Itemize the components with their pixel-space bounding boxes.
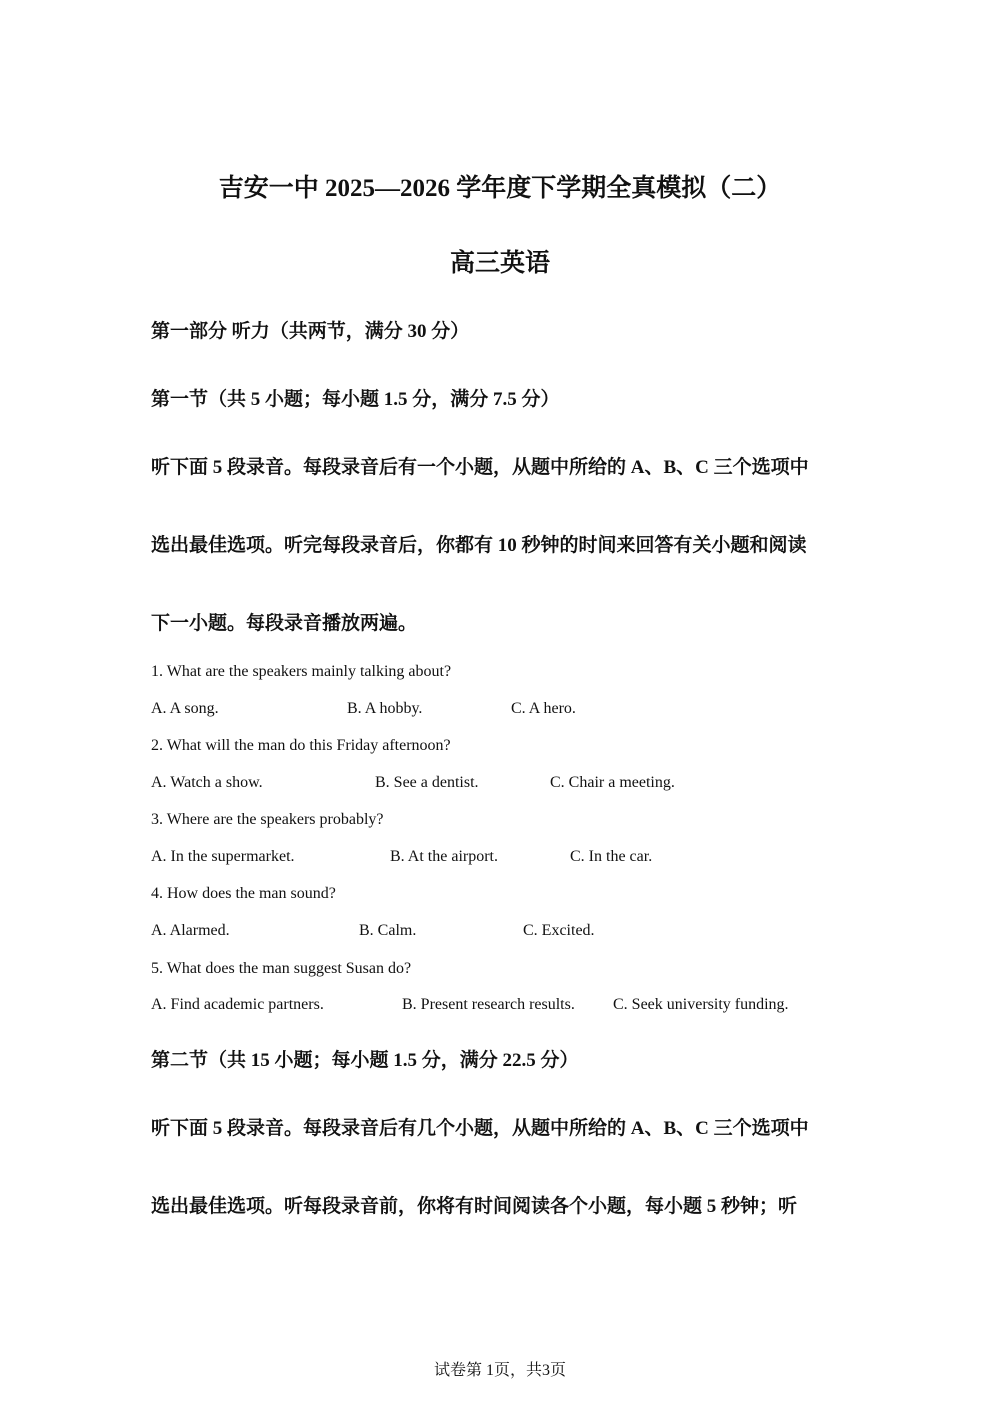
question-2-option-a: A. Watch a show.: [151, 774, 263, 791]
question-5-option-a: A. Find academic partners.: [151, 996, 324, 1013]
question-2-option-b: B. See a dentist.: [375, 774, 479, 791]
question-5: 5. What does the man suggest Susan do?: [151, 960, 412, 977]
section2-heading: 第二节（共 15 小题；每小题 1.5 分，满分 22.5 分）: [151, 1050, 579, 1071]
section2-instruction-line: 选出最佳选项。听每段录音前，你将有时间阅读各个小题，每小题 5 秒钟；听: [151, 1196, 798, 1217]
section1-instruction-line: 听下面 5 段录音。每段录音后有一个小题，从题中所给的 A、B、C 三个选项中: [151, 457, 809, 478]
section1-heading: 第一节（共 5 小题；每小题 1.5 分，满分 7.5 分）: [151, 389, 560, 410]
question-5-option-c: C. Seek university funding.: [613, 996, 789, 1013]
section1-instruction-line: 选出最佳选项。听完每段录音后，你都有 10 秒钟的时间来回答有关小题和阅读: [151, 535, 807, 556]
question-2: 2. What will the man do this Friday afternoon?: [151, 737, 451, 754]
exam-title: 吉安一中 2025—2026 学年度下学期全真模拟（二）: [218, 175, 782, 202]
section2-instruction-line: 听下面 5 段录音。每段录音后有几个小题，从题中所给的 A、B、C 三个选项中: [151, 1118, 809, 1139]
question-1-option-b: B. A hobby.: [347, 700, 423, 717]
part1-heading: 第一部分 听力（共两节，满分 30 分）: [151, 321, 470, 342]
question-3-option-a: A. In the supermarket.: [151, 848, 295, 865]
question-4-option-c: C. Excited.: [523, 922, 595, 939]
question-2-option-c: C. Chair a meeting.: [550, 774, 675, 791]
question-4: 4. How does the man sound?: [151, 885, 336, 902]
question-4-option-b: B. Calm.: [359, 922, 417, 939]
page-footer: 试卷第 1页，共3页: [433, 1362, 566, 1379]
question-5-option-b: B. Present research results.: [402, 996, 575, 1013]
question-1: 1. What are the speakers mainly talking about?: [151, 663, 452, 680]
question-1-option-c: C. A hero.: [511, 700, 576, 717]
question-4-option-a: A. Alarmed.: [151, 922, 230, 939]
question-3: 3. Where are the speakers probably?: [151, 811, 384, 828]
question-1-option-a: A. A song.: [151, 700, 219, 717]
question-3-option-b: B. At the airport.: [390, 848, 498, 865]
exam-subject: 高三英语: [449, 250, 550, 277]
section1-instruction-line: 下一小题。每段录音播放两遍。: [151, 613, 418, 634]
question-3-option-c: C. In the car.: [570, 848, 653, 865]
